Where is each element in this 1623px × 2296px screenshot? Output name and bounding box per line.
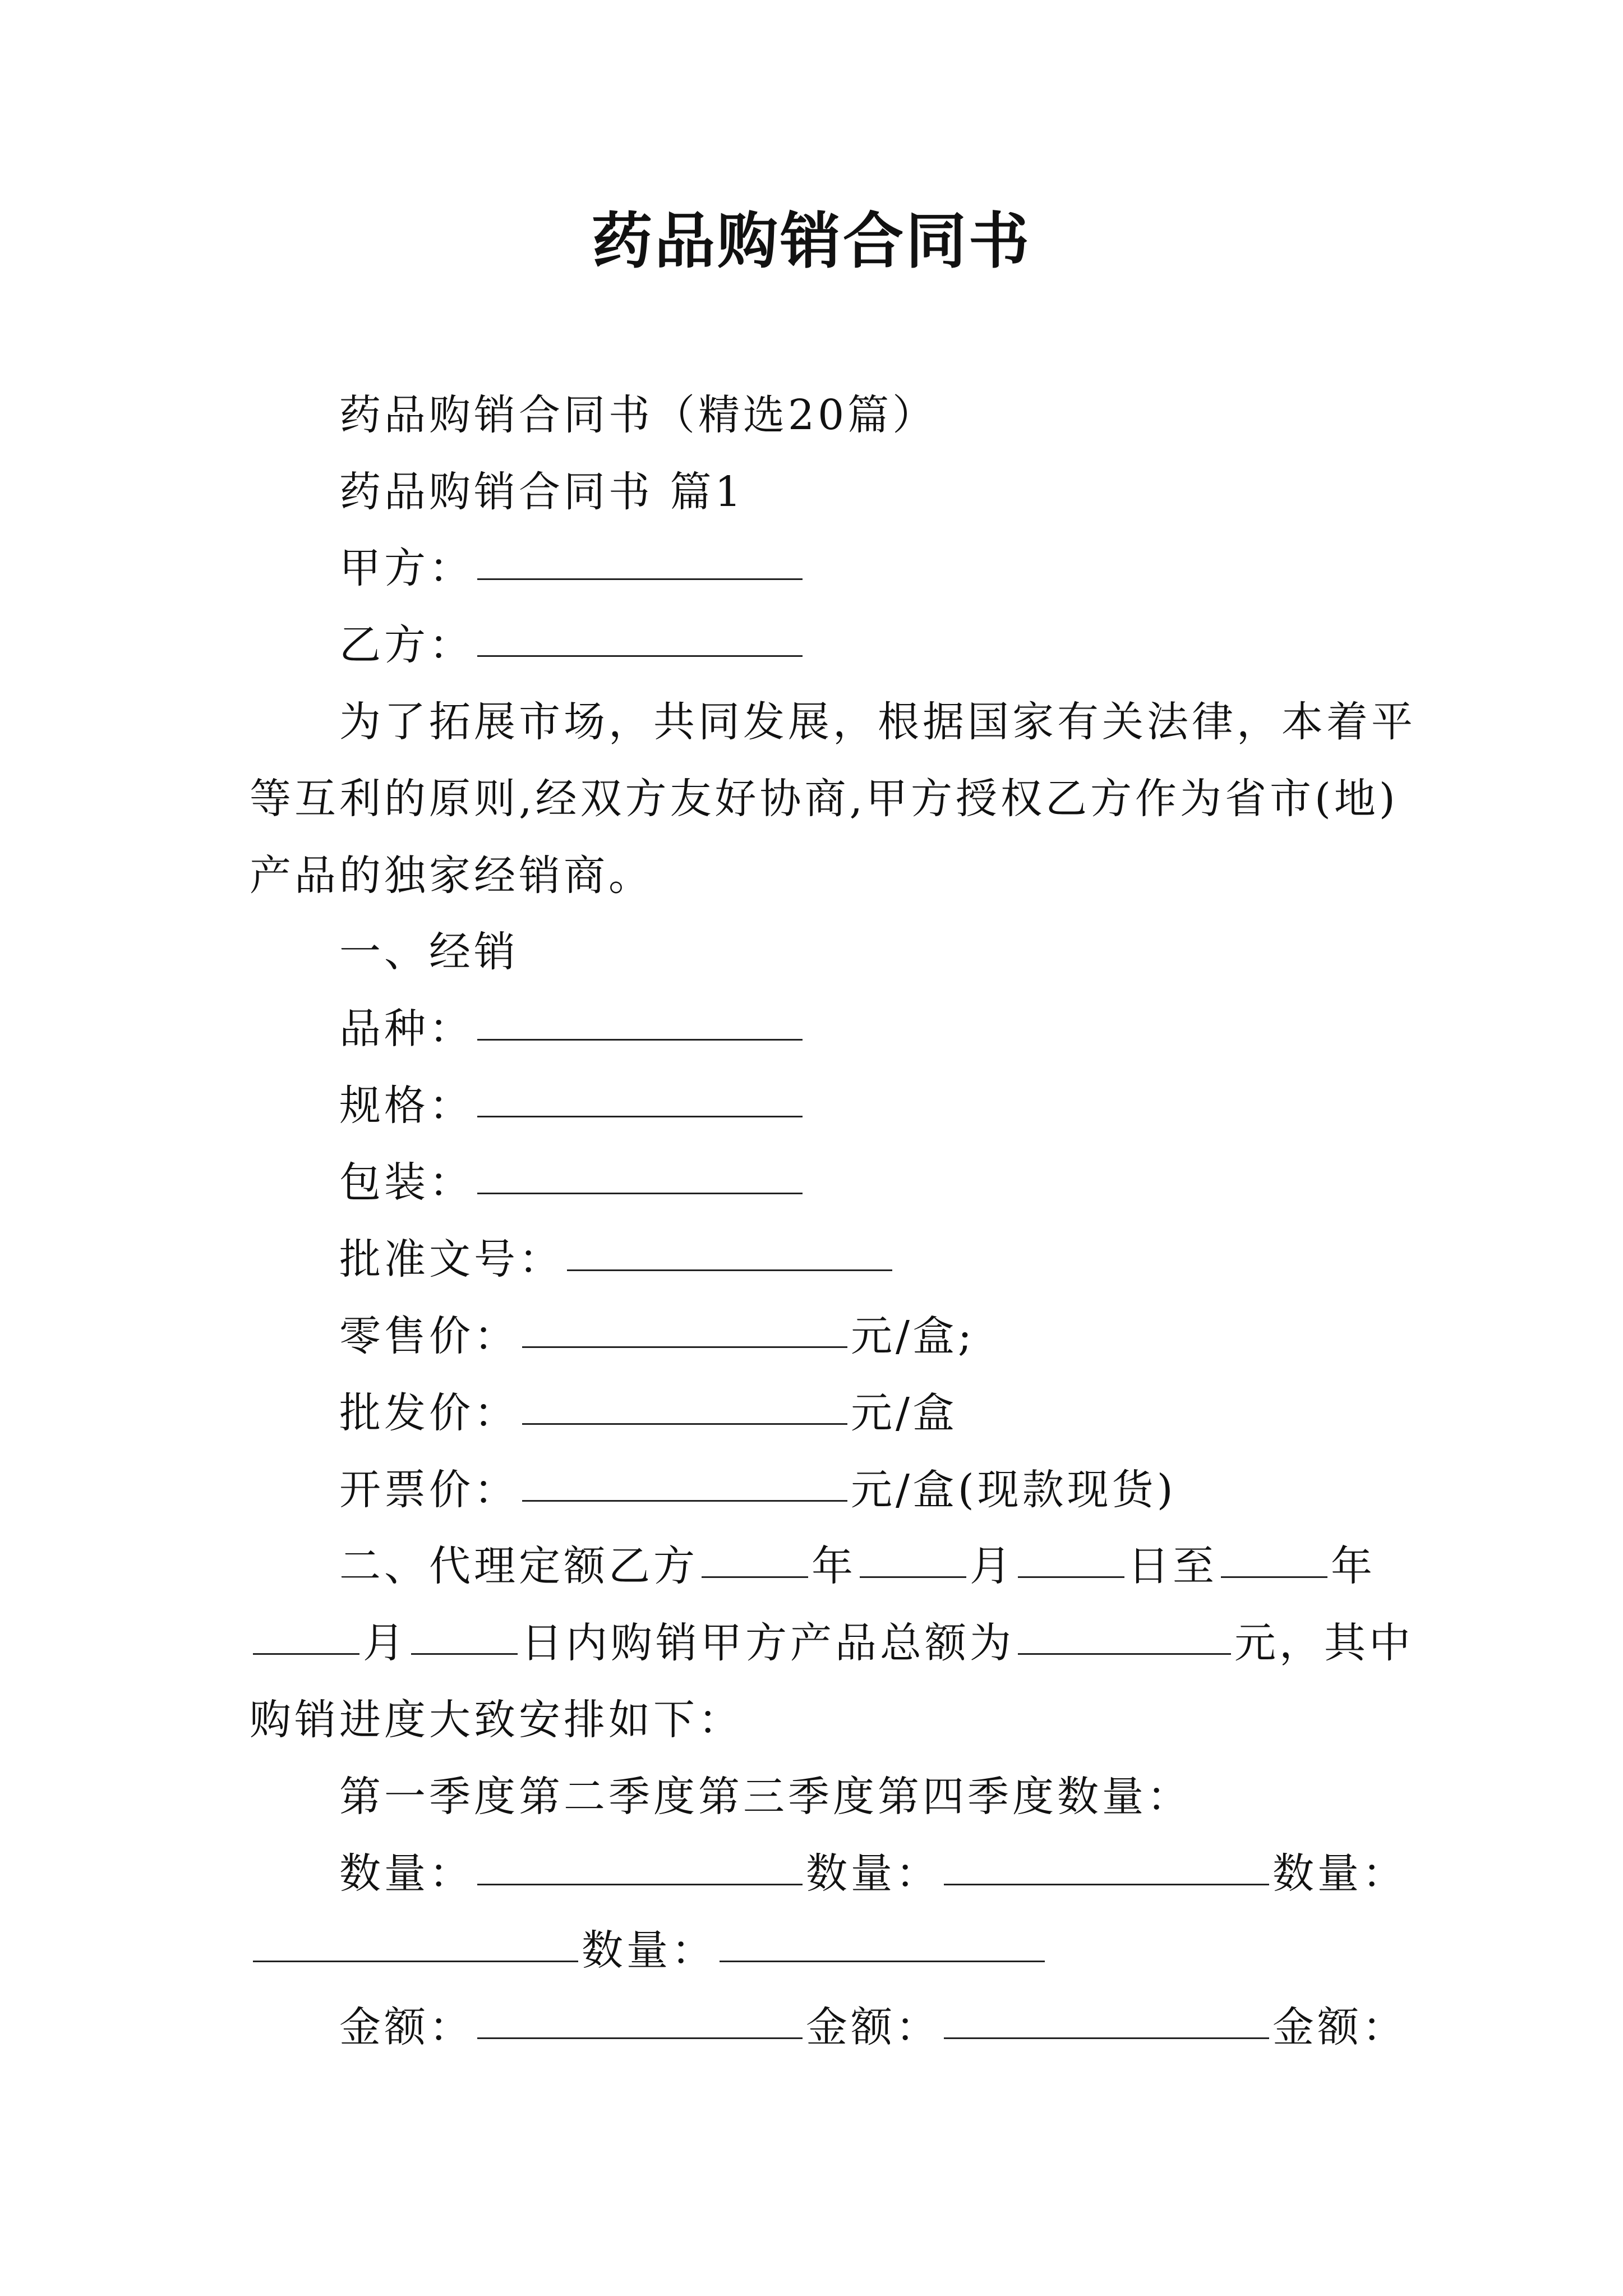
total-amount-blank [1018, 1642, 1231, 1655]
variety-line [339, 1001, 806, 1057]
quantity-label-q2: 数量： [806, 1849, 940, 1898]
clause2-line-1 [339, 1538, 1376, 1594]
quantity-label-q4: 数量： [582, 1926, 716, 1975]
amount-blank-q2 [944, 2026, 1269, 2039]
section-heading: 药品购销合同书 篇1 [339, 468, 745, 516]
quantity-blank-q3 [253, 1949, 578, 1962]
package-label: 包装： [339, 1158, 474, 1207]
retail-label: 零售价： [339, 1312, 519, 1360]
approval-line [339, 1231, 896, 1287]
party-b-blank [477, 644, 803, 657]
wholesale-blank [522, 1412, 847, 1425]
day-within-label: 日内购销甲方产品总额为 [521, 1619, 1015, 1667]
quarters-line: 第一季度第二季度第三季度第四季度数量： [339, 1773, 1192, 1821]
end-month-blank [253, 1642, 359, 1655]
invoice-label: 开票价： [339, 1466, 519, 1514]
clause2-start: 二、代理定额乙方 [339, 1542, 698, 1590]
party-b-label: 乙方： [339, 621, 474, 669]
wholesale-line [339, 1385, 958, 1441]
quantity-blank-q2 [944, 1872, 1269, 1885]
amount-line-1 [339, 1999, 1407, 2055]
party-a-blank [477, 567, 803, 580]
month-label: 月 [970, 1542, 1015, 1590]
subtitle: 药品购销合同书（精选20篇） [339, 391, 938, 439]
end-year-label: 年 [1331, 1542, 1376, 1590]
quantity-label-q1: 数量： [339, 1849, 474, 1898]
package-line [339, 1154, 806, 1211]
spec-label: 规格： [339, 1082, 474, 1130]
end-month-label: 月 [363, 1619, 408, 1667]
intro-line-1: 为了拓展市场，共同发展，根据国家有关法律，本着平 [339, 698, 1416, 746]
quantity-blank-q4 [720, 1949, 1045, 1962]
year-label: 年 [811, 1542, 856, 1590]
party-a-line [339, 540, 806, 596]
invoice-unit: 元/盒(现款现货) [851, 1466, 1177, 1514]
end-day-blank [411, 1642, 518, 1655]
start-month-blank [860, 1565, 966, 1578]
wholesale-unit: 元/盒 [851, 1389, 958, 1437]
retail-line [339, 1308, 975, 1364]
spec-line [339, 1078, 806, 1134]
clause2-line-3: 购销进度大致安排如下： [250, 1696, 743, 1744]
quantity-label-q3: 数量： [1272, 1849, 1407, 1898]
day-to-label: 日至 [1128, 1542, 1218, 1590]
wholesale-label: 批发价： [339, 1389, 519, 1437]
party-a-label: 甲方： [339, 544, 474, 592]
amount-label-q3: 金额： [1272, 2003, 1407, 2051]
spec-blank [477, 1105, 803, 1117]
intro-line-3: 产品的独家经销商。 [250, 852, 653, 900]
start-day-blank [1018, 1565, 1124, 1578]
party-b-line [339, 617, 806, 673]
document-title: 药品购销合同书 [591, 206, 1031, 277]
invoice-line [339, 1462, 1177, 1518]
intro-line-2: 等互利的原则,经双方友好协商,甲方授权乙方作为省市(地) [250, 775, 1399, 823]
approval-label: 批准文号： [339, 1235, 564, 1283]
amount-blank-q1 [477, 2026, 803, 2039]
clause2-line-2 [250, 1615, 1414, 1671]
variety-blank [477, 1028, 803, 1041]
quantity-line-1 [339, 1846, 1407, 1902]
start-year-blank [702, 1565, 808, 1578]
amount-label-q2: 金额： [806, 2003, 940, 2051]
clause1-heading: 一、经销 [339, 928, 519, 976]
invoice-blank [522, 1489, 847, 1502]
amount-label-q1: 金额： [339, 2003, 474, 2051]
end-year-blank [1221, 1565, 1327, 1578]
variety-label: 品种： [339, 1005, 474, 1053]
package-blank [477, 1181, 803, 1194]
retail-blank [522, 1335, 847, 1348]
quantity-line-2 [250, 1922, 1048, 1978]
approval-blank [567, 1258, 892, 1271]
retail-unit: 元/盒; [851, 1312, 975, 1360]
yuan-rest: 元，其中 [1234, 1619, 1414, 1667]
quantity-blank-q1 [477, 1872, 803, 1885]
